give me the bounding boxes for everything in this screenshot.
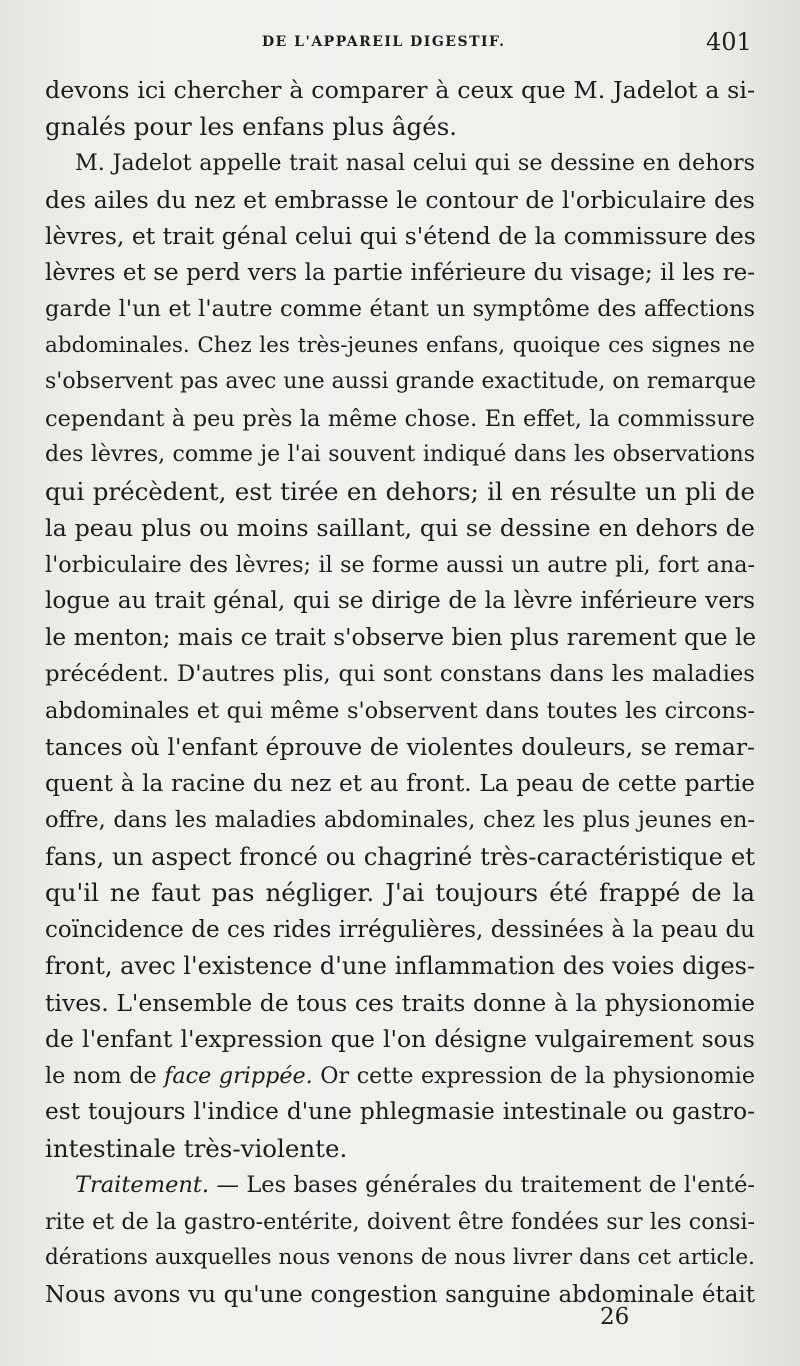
text-line: de l'enfant l'expression que l'on désigne vulgairement sous: [45, 1025, 755, 1053]
text-line: M. Jadelot appelle trait nasal celui qui se dessine en dehors: [75, 150, 755, 176]
text-line: le menton; mais ce trait s'observe bien plus rarement que le: [45, 623, 757, 651]
text-line: abdominales et qui même s'observent dans toutes les circons-: [45, 697, 755, 724]
text-line: rite et de la gastro-entérite, doivent être fondées sur les consi-: [45, 1208, 755, 1235]
text-line: quent à la racine du nez et au front. La peau de cette partie: [45, 769, 755, 797]
text-line: des lèvres, comme je l'ai souvent indiqué dans les observations: [45, 442, 755, 467]
text-line: tances où l'enfant éprouve de violentes douleurs, se remar-: [45, 733, 755, 761]
section-heading-traitement: Traitement.: [75, 1172, 210, 1198]
text-line: qu'il ne faut pas négliger. J'ai toujours été frappé de la: [45, 878, 755, 907]
text-line: lèvres, et trait génal celui qui s'étend de la commissure des: [45, 222, 756, 250]
text-line: offre, dans les maladies abdominales, chez les plus jeunes en-: [45, 807, 755, 833]
text-line: devons ici chercher à comparer à ceux que M. Jadelot a si-: [45, 76, 755, 104]
text-line: dérations auxquelles nous venons de nous livrer dans cet article.: [45, 1245, 755, 1270]
text-line: la peau plus ou moins saillant, qui se dessine en dehors de: [45, 514, 755, 542]
text-line: gnalés pour les enfans plus âgés.: [45, 111, 458, 141]
text-segment: le nom de: [45, 1062, 157, 1089]
page-header: [0, 28, 800, 62]
text-line: front, avec l'existence d'une inflammation des voies diges-: [45, 952, 756, 980]
text-line: des ailes du nez et embrasse le contour de l'orbiculaire des: [45, 185, 755, 214]
italic-term: face grippée.: [164, 1062, 313, 1089]
page-number: 401: [706, 28, 752, 56]
running-head: DE L'APPAREIL DIGESTIF.: [262, 34, 506, 50]
text-line: coïncidence de ces rides irrégulières, dessinées à la peau du: [45, 916, 755, 943]
text-line: s'observent pas avec une aussi grande exactitude, on remarque: [45, 369, 757, 394]
text-line: est toujours l'indice d'une phlegmasie intestinale ou gastro-: [45, 1098, 755, 1125]
text-line: Nous avons vu qu'une congestion sanguine abdominale était: [45, 1281, 755, 1308]
text-line: logue au trait génal, qui se dirige de la lèvre inférieure vers: [45, 587, 755, 614]
text-line: tives. L'ensemble de tous ces traits donne à la physionomie: [45, 988, 755, 1017]
text-line: fans, un aspect froncé ou chagriné très-caractéristique et: [45, 841, 755, 871]
text-line-mixed: [45, 1058, 755, 1095]
text-line: précédent. D'autres plis, qui sont constans dans les maladies: [45, 661, 755, 687]
text-line: cependant à peu près la même chose. En effet, la commissure: [45, 405, 755, 432]
text-line-mixed: [45, 1167, 755, 1204]
text-line: intestinale très-violente.: [45, 1133, 348, 1163]
text-segment: Or cette expression de la physionomie: [320, 1062, 755, 1089]
text-segment: — Les bases générales du traitement de l'enté-: [216, 1172, 755, 1198]
text-line: lèvres et se perd vers la partie inférieure du visage; il les re-: [45, 259, 755, 286]
text-line: garde l'un et l'autre comme étant un symptôme des affections: [45, 296, 755, 322]
text-line: abdominales. Chez les très-jeunes enfans, quoique ces signes ne: [45, 332, 755, 358]
body-text: [45, 72, 755, 1313]
signature-mark: 26: [600, 1304, 630, 1330]
text-line: l'orbiculaire des lèvres; il se forme aussi un autre pli, fort ana-: [45, 551, 755, 578]
text-line: qui précèdent, est tirée en dehors; il en résulte un pli de: [45, 476, 755, 506]
